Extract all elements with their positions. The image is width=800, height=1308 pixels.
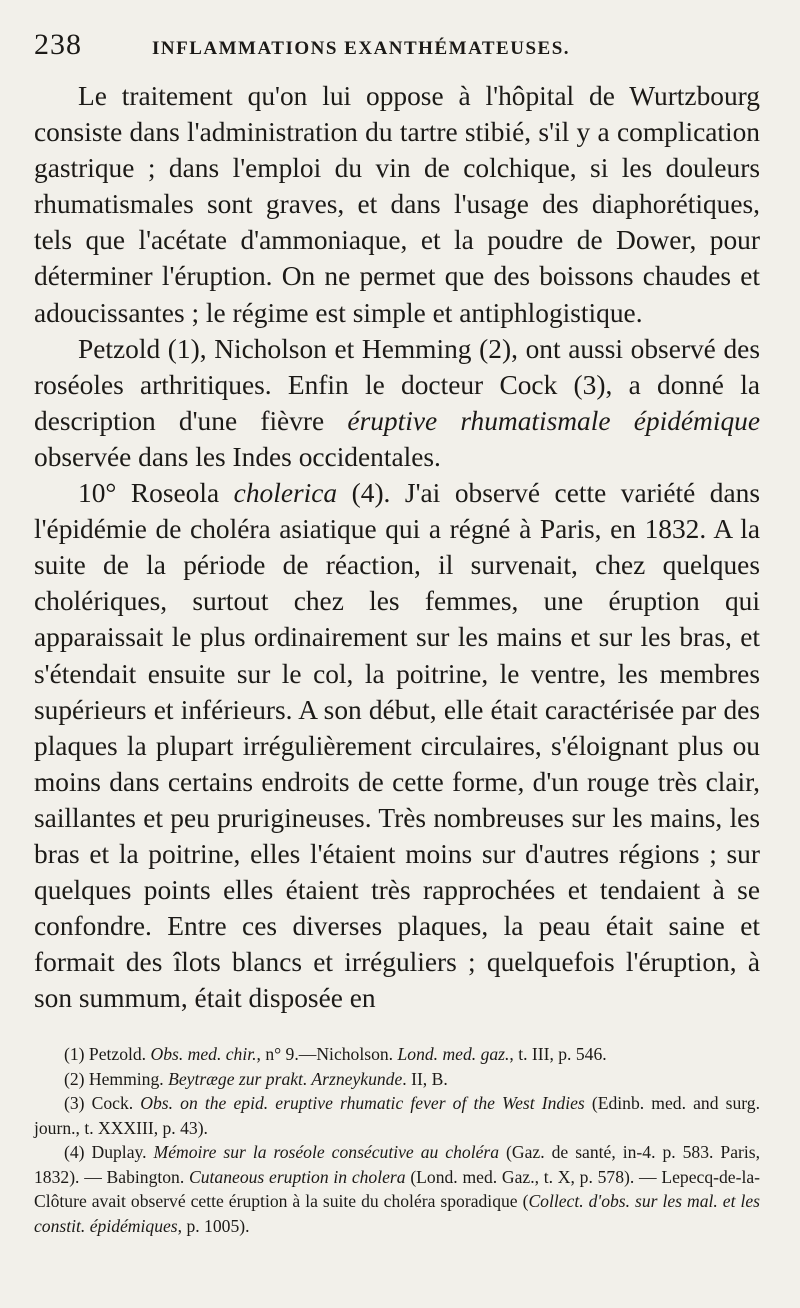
footnote-1: (1) Petzold. Obs. med. chir., n° 9.—Nicholson. Lond. med. gaz., t. III, p. 546. [64, 1044, 607, 1065]
running-title: INFLAMMATIONS EXANTHÉMATEUSES. [152, 38, 571, 59]
running-head [34, 28, 760, 70]
paragraph-treatment: Le traitement qu'on lui oppose à l'hôpital de Wurtzbourg consiste dans l'administration du tartre stibié, s'il y a complication gastrique ; dans l'emploi du vin de colchique, si les douleurs rhumatismales sont graves, et dans l'usage des diaphorétiques, tels que l'acétate d'ammoniaque, et la poudre de Dower, pour déterminer l'éruption. On ne permet que des boissons chaudes et adoucissantes ; le régime est simple et antiphlogistique. [34, 81, 760, 328]
footnotes [34, 1042, 760, 1238]
footnote-4: (4) Duplay. Mémoire sur la roséole consécutive au choléra (Gaz. de santé, in-4. p. 583. Paris, 1832). — Babington. Cutaneous eruption in cholera (Lond. med. Gaz., t. X, p. 578). — Lepecq-de-la-Clôture avait observé cette éruption à la suite du choléra sporadique (Collect. d'obs. sur les mal. et les constit. épidémiques, p. 1005). [34, 1142, 760, 1236]
footnote-2: (2) Hemming. Beytræge zur prakt. Arzneykunde. II, B. [64, 1068, 448, 1089]
paragraph-roseola-cholerica: 10° Roseola cholerica (4). J'ai observé cette variété dans l'épidémie de choléra asiatique qui a régné à Paris, en 1832. A la suite de la période de réaction, il survenait, chez quelques cholériques, surtout chez les femmes, une éruption qui apparaissait le plus ordinairement sur les mains et sur les bras, et s'étendait ensuite sur le col, la poitrine, le ventre, les membres supérieurs et inférieurs. A son début, elle était caractérisée par des plaques la plupart irrégulièrement circulaires, s'éloignant plus ou moins dans certains endroits de cette forme, d'un rouge très clair, saillantes et peu prurigineuses. Très nombreuses sur les mains, les bras et la poitrine, elles l'étaient moins sur d'autres régions ; sur quelques points elles étaient très rapprochées et tendaient à se confondre. Entre ces diverses plaques, la peau était saine et formait des îlots blancs et irréguliers ; quelquefois l'éruption, à son summum, était disposée en [34, 478, 760, 1014]
footnote-3: (3) Cock. Obs. on the epid. eruptive rhumatic fever of the West Indies (Edinb. med. and surg. journ., t. XXXIII, p. 43). [34, 1093, 760, 1138]
paragraph-arthritic-roseola: Petzold (1), Nicholson et Hemming (2), ont aussi observé des roséoles arthritiques. Enfin le docteur Cock (3), a donné la description d'une fièvre éruptive rhumatismale épidémique observée dans les Indes occidentales. [34, 333, 760, 472]
page-number: 238 [34, 28, 82, 61]
body-text [34, 78, 760, 1016]
